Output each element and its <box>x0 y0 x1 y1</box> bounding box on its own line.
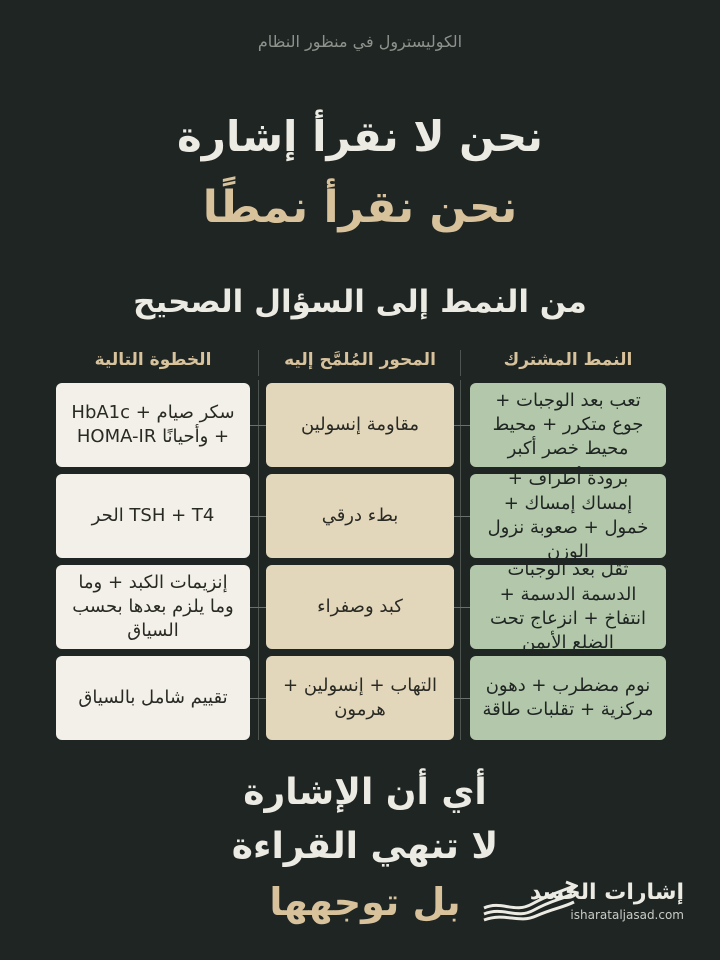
row-connector <box>454 698 470 699</box>
column-header-pattern: النمط المشترك <box>503 350 633 370</box>
pattern-card: برودة أطراف + إمساك إمساك + خمول + صعوبة نزول الوزن <box>470 474 666 558</box>
column-header-next: الخطوة التالية <box>94 350 212 370</box>
section-title: من النمط إلى السؤال الصحيح <box>133 284 587 320</box>
column-guide-line <box>460 380 461 740</box>
column-guide-line <box>258 380 259 740</box>
next-step-card: إنزيمات الكبد + وما وما يلزم بعدها بحسب السياق <box>56 565 250 649</box>
column-header-axis: المحور المُلمَّح إليه <box>284 350 436 370</box>
next-step-card: تقييم شامل بالسياق <box>56 656 250 740</box>
row-connector <box>250 698 266 699</box>
next-step-card: TSH + T4 الحر <box>56 474 250 558</box>
axis-card: بطء درقي <box>266 474 454 558</box>
axis-card: مقاومة إنسولين <box>266 383 454 467</box>
closing-line-3: بل توجهها <box>269 880 461 924</box>
pattern-card: ثقل بعد الوجبات الدسمة الدسمة + انتفاخ + انزعاج تحت الضلع الأيمن <box>470 565 666 649</box>
pattern-card: تعب بعد الوجبات + جوع متكرر + محيط محيط خصر أكبر <box>470 383 666 467</box>
column-divider <box>460 350 461 376</box>
column-divider <box>258 350 259 376</box>
brand-logo <box>482 878 692 934</box>
brand-name: إشارات الجسد <box>529 880 684 905</box>
row-connector <box>454 425 470 426</box>
axis-card: التهاب + إنسولين + هرمون <box>266 656 454 740</box>
next-step-card: سكر صيام + HbA1c + وأحيانًا HOMA-IR <box>56 383 250 467</box>
brand-url: isharataljasad.com <box>570 908 684 922</box>
headline-primary: نحن لا نقرأ إشارة <box>177 112 543 161</box>
row-connector <box>250 516 266 517</box>
row-connector <box>250 607 266 608</box>
row-connector <box>454 516 470 517</box>
axis-card: كبد وصفراء <box>266 565 454 649</box>
headline-accent: نحن نقرأ نمطًا <box>202 182 518 233</box>
pattern-card: نوم مضطرب + دهون مركزية + تقلبات طاقة <box>470 656 666 740</box>
row-connector <box>250 425 266 426</box>
closing-line-2: لا تنهي القراءة <box>231 826 499 867</box>
row-connector <box>454 607 470 608</box>
closing-line-1: أي أن الإشارة <box>243 772 487 813</box>
top-label: الكوليسترول في منظور النظام <box>257 32 463 51</box>
